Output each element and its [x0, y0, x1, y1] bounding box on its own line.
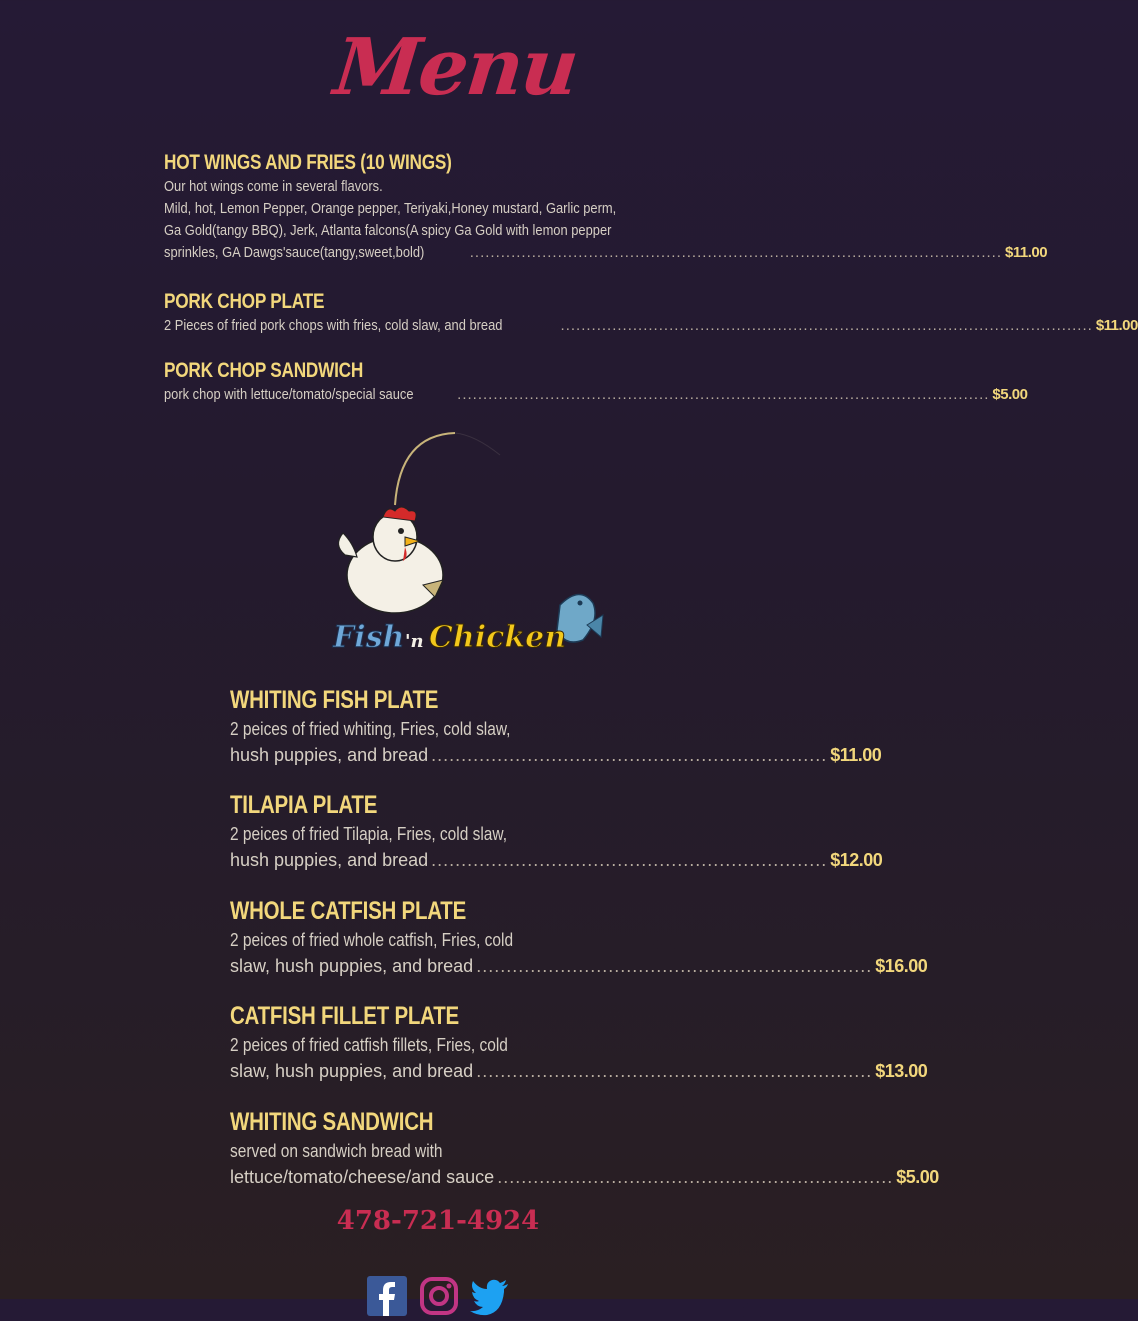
leader-dots: .......................................................................................................	[560, 317, 1093, 334]
menu-item	[164, 289, 1138, 337]
item-price: $11.00	[830, 745, 882, 765]
menu-item	[230, 1000, 928, 1084]
menu-title: Menu	[330, 22, 581, 113]
item-description: slaw, hush puppies, and bread	[230, 1061, 474, 1081]
item-description: 2 peices of fried whiting, Fries, cold slaw,	[230, 719, 511, 739]
phone-number[interactable]: 478-721-4924	[336, 1206, 540, 1236]
item-price: $11.00	[1005, 244, 1048, 261]
leader-dots: ..................................................................	[497, 1167, 894, 1187]
instagram-icon[interactable]	[419, 1276, 459, 1300]
item-price: $13.00	[875, 1061, 928, 1081]
fishing-rod	[395, 433, 455, 505]
item-name: WHITING SANDWICH	[230, 1108, 434, 1136]
leader-dots: .......................................................................................................	[457, 386, 990, 403]
menu-item	[230, 684, 882, 768]
menu-item	[230, 1106, 939, 1190]
item-description: hush puppies, and bread	[230, 745, 429, 765]
item-description: pork chop with lettuce/tomato/special sauce	[164, 386, 414, 403]
leader-dots: ..................................................................	[476, 1061, 873, 1081]
item-name: WHITING FISH PLATE	[230, 686, 439, 714]
item-name: PORK CHOP SANDWICH	[164, 359, 364, 382]
leader-dots: .......................................................................................................	[469, 244, 1002, 261]
item-name: HOT WINGS AND FRIES (10 WINGS)	[164, 151, 452, 174]
item-name: WHOLE CATFISH PLATE	[230, 897, 466, 925]
facebook-icon[interactable]	[367, 1276, 407, 1300]
item-price: $5.00	[992, 386, 1028, 403]
item-description: Mild, hot, Lemon Pepper, Orange pepper, Teriyaki,Honey mustard, Garlic perm,	[164, 200, 617, 217]
menu-item	[230, 789, 883, 873]
item-name: PORK CHOP PLATE	[164, 290, 325, 313]
item-description: sprinkles, GA Dawgs'sauce(tangy,sweet,bold)	[164, 244, 425, 261]
item-description: 2 Pieces of fried pork chops with fries, cold slaw, and bread	[164, 317, 503, 334]
item-price: $5.00	[896, 1167, 939, 1187]
leader-dots: ..................................................................	[431, 850, 828, 870]
leader-dots: ..................................................................	[476, 956, 873, 976]
twitter-icon[interactable]	[470, 1276, 510, 1300]
menu-item	[164, 150, 1048, 264]
fishing-line	[455, 433, 500, 455]
item-description: Our hot wings come in several flavors.	[164, 178, 383, 195]
item-description: Ga Gold(tangy BBQ), Jerk, Atlanta falcons(A spicy Ga Gold with lemon pepper	[164, 222, 612, 239]
item-description: 2 peices of fried Tilapia, Fries, cold slaw,	[230, 824, 508, 844]
item-name: CATFISH FILLET PLATE	[230, 1002, 459, 1030]
item-description: slaw, hush puppies, and bread	[230, 956, 474, 976]
item-description: lettuce/tomato/cheese/and sauce	[230, 1167, 495, 1187]
fish-n-chicken-logo	[325, 425, 615, 660]
fish-eye	[578, 601, 583, 606]
leader-dots: ..................................................................	[431, 745, 828, 765]
logo-text-n: 'n	[405, 631, 424, 652]
logo-text-chicken: Chicken	[429, 620, 567, 655]
menu-item	[164, 358, 1028, 406]
item-description: hush puppies, and bread	[230, 850, 429, 870]
item-description: 2 peices of fried catfish fillets, Fries, cold	[230, 1035, 508, 1055]
item-price: $16.00	[875, 956, 928, 976]
chicken-eye	[398, 528, 404, 534]
item-price: $12.00	[830, 850, 883, 870]
item-description: 2 peices of fried whole catfish, Fries, cold	[230, 930, 514, 950]
chicken-wing-thumb	[338, 533, 357, 557]
menu-item	[230, 895, 928, 979]
logo-text-fish: Fish	[333, 620, 405, 655]
item-name: TILAPIA PLATE	[230, 791, 378, 819]
item-price: $11.00	[1095, 317, 1138, 334]
item-description: served on sandwich bread with	[230, 1141, 443, 1161]
